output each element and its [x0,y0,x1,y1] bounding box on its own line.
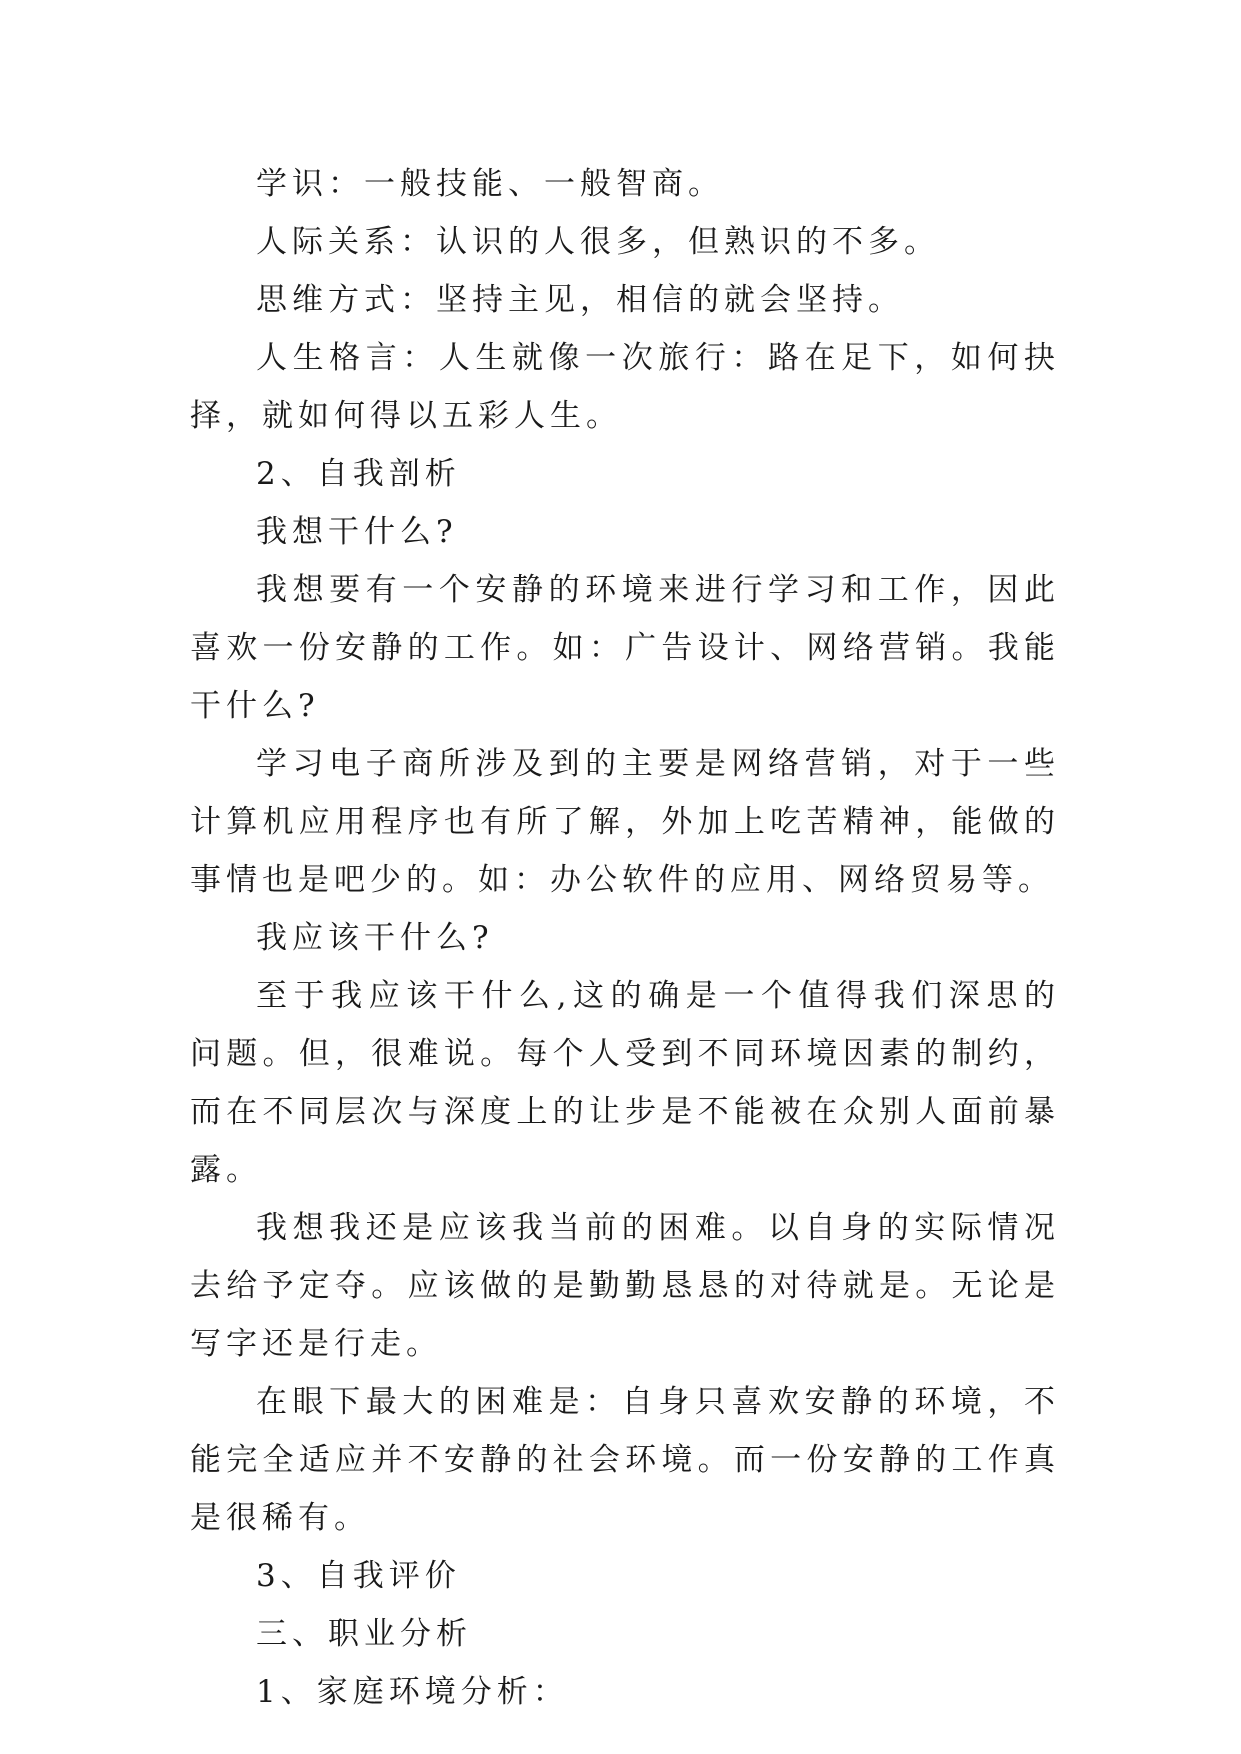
paragraph-motto: 人生格言：人生就像一次旅行：路在足下，如何抉择，就如何得以五彩人生。 [190,340,1060,434]
paragraph-relationships: 人际关系：认识的人很多，但熟识的不多。 [256,224,940,260]
document-body [190,155,1060,1721]
heading-career-analysis: 三、职业分析 [256,1616,472,1652]
heading-self-evaluation: 3、自我评价 [256,1558,461,1594]
paragraph-current-difficulty: 我想我还是应该我当前的困难。以自身的实际情况去给予定夺。应该做的是勤勤恳恳的对待就是。无论是写字还是行走。 [190,1210,1060,1362]
question-what-want: 我想干什么? [256,514,458,550]
paragraph-knowledge: 学识：一般技能、一般智商。 [256,166,724,202]
paragraph-what-can: 学习电子商所涉及到的主要是网络营销，对于一些计算机应用程序也有所了解，外加上吃苦精神，能做的事情也是吧少的。如：办公软件的应用、网络贸易等。 [190,746,1060,898]
paragraph-biggest-difficulty: 在眼下最大的困难是：自身只喜欢安静的环境，不能完全适应并不安静的社会环境。而一份安静的工作真是很稀有。 [190,1384,1060,1536]
heading-family-environment: 1、家庭环境分析： [256,1674,569,1710]
paragraph-thinking: 思维方式：坚持主见，相信的就会坚持。 [256,282,904,318]
paragraph-what-should: 至于我应该干什么,这的确是一个值得我们深思的问题。但，很难说。每个人受到不同环境因素的制约，而在不同层次与深度上的让步是不能被在众别人面前暴露。 [190,978,1060,1188]
question-what-should: 我应该干什么? [256,920,494,956]
heading-self-analysis: 2、自我剖析 [256,456,461,492]
paragraph-what-want: 我想要有一个安静的环境来进行学习和工作，因此喜欢一份安静的工作。如：广告设计、网络营销。我能干什么? [190,572,1060,724]
